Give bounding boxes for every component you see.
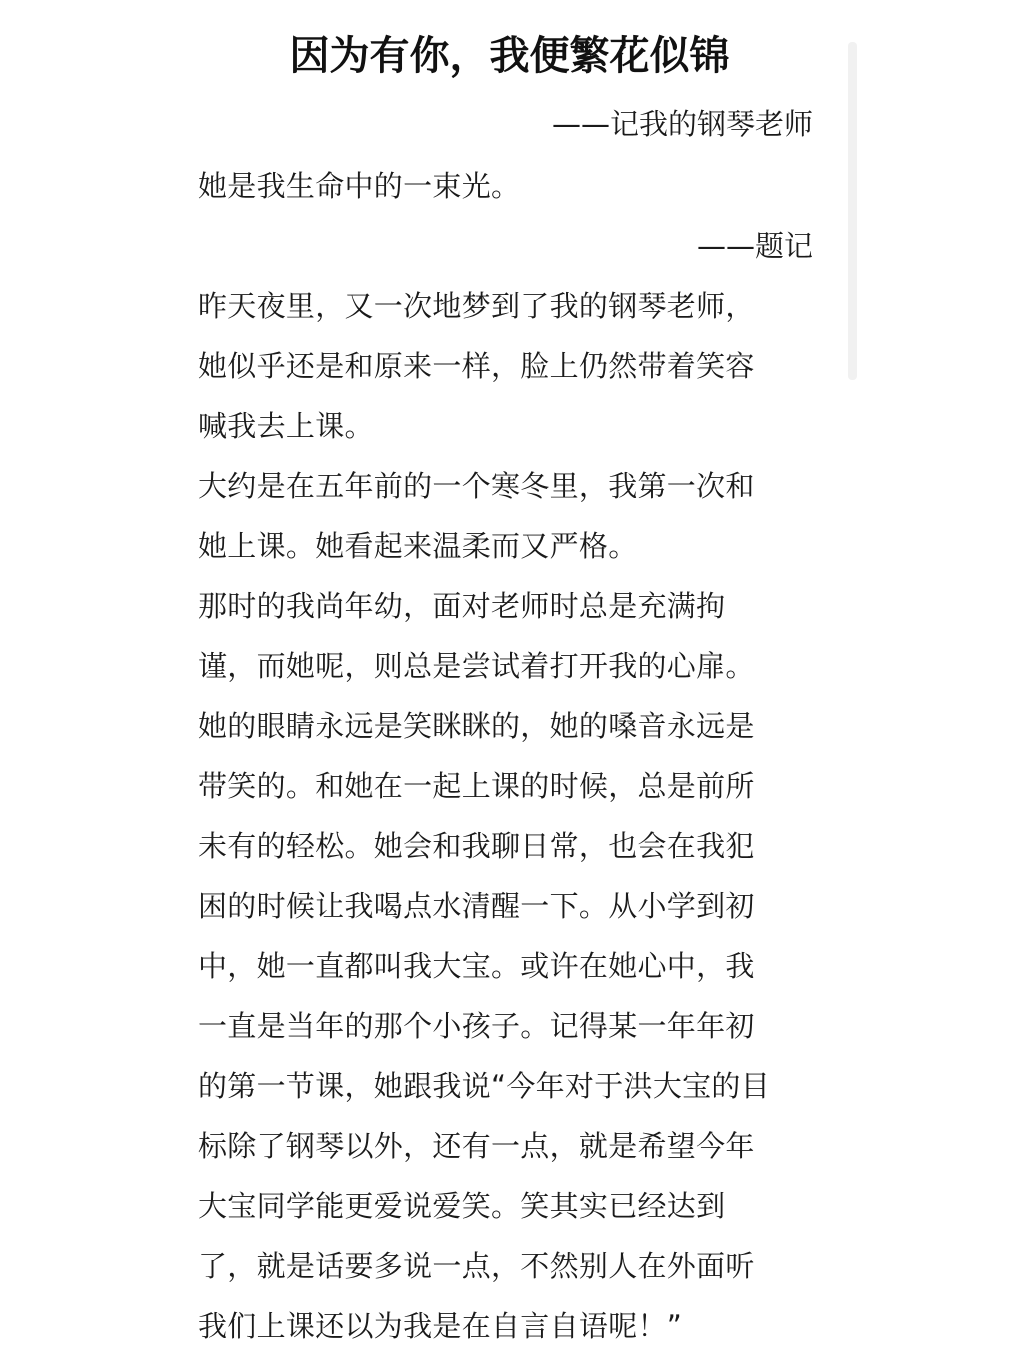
body-line: 昨天夜里，又一次地梦到了我的钢琴老师， xyxy=(198,289,755,323)
essay-subtitle: ——记我的钢琴老师 xyxy=(551,107,813,141)
body-line: 的第一节课，她跟我说“今年对于洪大宝的目 xyxy=(198,1069,771,1103)
body-line: 那时的我尚年幼，面对老师时总是充满拘 xyxy=(198,589,726,623)
body-line: 未有的轻松。她会和我聊日常，也会在我犯 xyxy=(198,829,755,863)
body-line: 大约是在五年前的一个寒冬里，我第一次和 xyxy=(198,469,755,503)
body-line: 她似乎还是和原来一样，脸上仍然带着笑容 xyxy=(198,349,755,383)
epigraph-text: 她是我生命中的一束光。 xyxy=(198,169,521,203)
body-line: 困的时候让我喝点水清醒一下。从小学到初 xyxy=(198,889,755,923)
scrollbar[interactable] xyxy=(848,42,857,380)
epigraph-attribution: ——题记 xyxy=(696,229,813,263)
body-line: 中，她一直都叫我大宝。或许在她心中，我 xyxy=(198,949,755,983)
body-line: 喊我去上课。 xyxy=(198,409,374,443)
body-line: 我们上课还以为我是在自言自语呢！” xyxy=(198,1309,683,1343)
body-line: 她的眼睛永远是笑眯眯的，她的嗓音永远是 xyxy=(198,709,755,743)
body-line: 带笑的。和她在一起上课的时候，总是前所 xyxy=(198,769,755,803)
body-line: 谨，而她呢，则总是尝试着打开我的心扉。 xyxy=(198,649,755,683)
body-line: 标除了钢琴以外，还有一点，就是希望今年 xyxy=(198,1129,755,1163)
body-line: 她上课。她看起来温柔而又严格。 xyxy=(198,529,638,563)
body-line: 一直是当年的那个小孩子。记得某一年年初 xyxy=(198,1009,755,1043)
body-line: 了，就是话要多说一点，不然别人在外面听 xyxy=(198,1249,755,1283)
essay-title: 因为有你，我便繁花似锦 xyxy=(289,33,730,79)
body-line: 大宝同学能更爱说爱笑。笑其实已经达到 xyxy=(198,1189,726,1223)
